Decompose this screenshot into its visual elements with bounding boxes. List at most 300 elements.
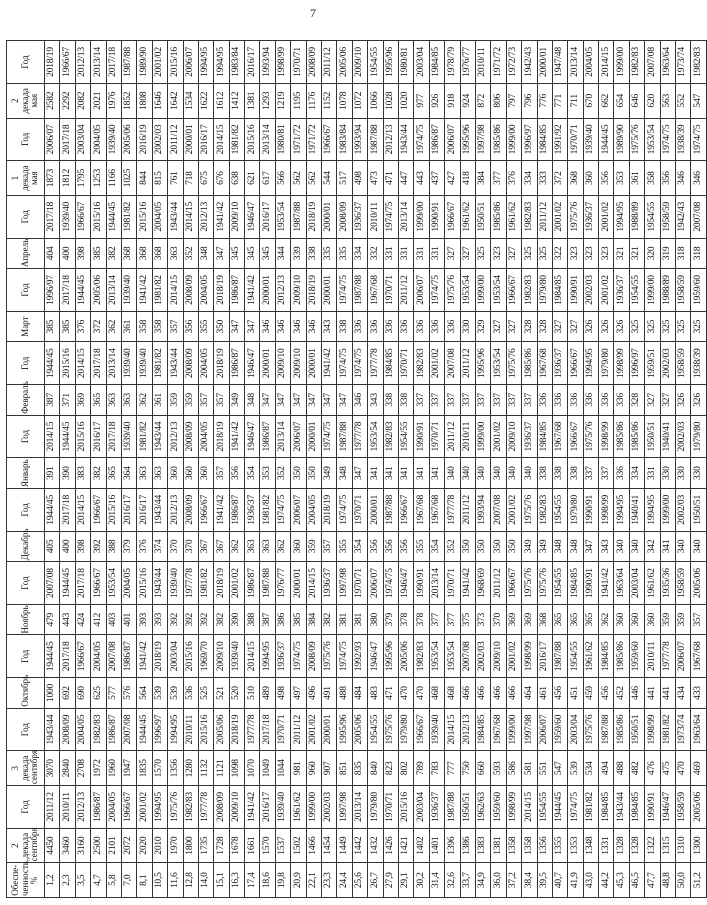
flow-value-cell: 327 xyxy=(491,311,506,342)
flow-value-cell: 363 xyxy=(121,385,136,416)
year-cell: 1977/78 xyxy=(368,342,383,385)
flow-value-cell: 345 xyxy=(229,238,244,269)
probability-cell: 5,8 xyxy=(106,863,121,898)
year-cell: 1987/88 xyxy=(445,786,460,829)
year-cell: 1966/67 xyxy=(198,488,213,531)
flow-value-cell: 362 xyxy=(137,385,152,416)
flow-value-cell: 352 xyxy=(183,238,198,269)
year-cell: 1974/75 xyxy=(414,118,429,161)
year-cell: 1970/71 xyxy=(291,41,306,84)
year-cell: 1990/91 xyxy=(645,786,660,829)
flow-value-cell: 348 xyxy=(568,531,583,562)
probability-cell: 29,1 xyxy=(398,863,413,898)
flow-value-cell: 1078 xyxy=(337,83,352,118)
flow-value-cell: 466 xyxy=(460,678,475,709)
flow-value-cell: 322 xyxy=(552,238,567,269)
year-cell: 1999/00 xyxy=(414,195,429,238)
flow-value-cell: 326 xyxy=(691,385,706,416)
year-cell: 1941/42 xyxy=(214,488,229,531)
column-header: Год xyxy=(7,488,45,531)
year-cell: 1984/85 xyxy=(599,786,614,829)
flow-value-cell: 1028 xyxy=(383,83,398,118)
year-cell: 1998/99 xyxy=(275,41,290,84)
flow-value-cell: 325 xyxy=(691,311,706,342)
flow-value-cell: 328 xyxy=(537,311,552,342)
probability-cell: 23,3 xyxy=(322,863,337,898)
year-cell: 1970/71 xyxy=(352,488,367,531)
flow-value-cell: 924 xyxy=(460,83,475,118)
year-cell: 2000/01 xyxy=(260,342,275,385)
year-cell: 2015/16 xyxy=(106,488,121,531)
year-cell: 2012/13 xyxy=(383,118,398,161)
year-cell: 1999/00 xyxy=(506,118,521,161)
year-cell: 1936/37 xyxy=(583,195,598,238)
year-cell: 1946/47 xyxy=(245,415,260,458)
flow-value-cell: 2292 xyxy=(60,83,75,118)
flow-value-cell: 336 xyxy=(614,385,629,416)
flow-value-cell: 1356 xyxy=(168,751,183,786)
table-row xyxy=(660,41,675,898)
flow-value-cell: 1612 xyxy=(214,83,229,118)
flow-value-cell: 371 xyxy=(60,385,75,416)
probability-cell: 22,1 xyxy=(306,863,321,898)
flow-value-cell: 346 xyxy=(691,161,706,196)
flow-value-cell: 960 xyxy=(306,751,321,786)
flow-value-cell: 447 xyxy=(398,161,413,196)
flow-value-cell: 789 xyxy=(414,751,429,786)
year-cell: 1994/95 xyxy=(152,786,167,829)
flow-value-cell: 346 xyxy=(260,311,275,342)
flow-value-cell: 377 xyxy=(429,604,444,635)
year-cell: 1961/62 xyxy=(645,562,660,605)
year-cell: 1944/45 xyxy=(75,269,90,312)
year-cell: 2017/18 xyxy=(260,708,275,751)
flow-value-cell: 484 xyxy=(352,678,367,709)
year-cell: 2018/19 xyxy=(45,41,60,84)
flow-value-cell: 326 xyxy=(599,311,614,342)
year-cell: 2002/03 xyxy=(475,635,490,678)
column-header: Обеспе-ченность, % xyxy=(7,863,45,898)
year-cell: 1961/62 xyxy=(460,195,475,238)
flow-value-cell: 368 xyxy=(121,238,136,269)
year-cell: 2009/10 xyxy=(275,342,290,385)
flow-value-cell: 1972 xyxy=(91,751,106,786)
year-cell: 2007/08 xyxy=(445,342,460,385)
flow-value-cell: 341 xyxy=(368,458,383,489)
year-cell: 2014/15 xyxy=(45,415,60,458)
year-cell: 1999/00 xyxy=(475,269,490,312)
year-cell: 1953/54 xyxy=(445,635,460,678)
probability-cell: 2,3 xyxy=(60,863,75,898)
flow-value-cell: 443 xyxy=(414,161,429,196)
flow-value-cell: 617 xyxy=(260,161,275,196)
flow-value-cell: 362 xyxy=(599,604,614,635)
table-row xyxy=(676,41,691,898)
year-cell: 2018/19 xyxy=(152,635,167,678)
year-cell: 1984/85 xyxy=(629,786,644,829)
flow-value-cell: 326 xyxy=(583,311,598,342)
flow-value-cell: 646 xyxy=(629,83,644,118)
year-cell: 2017/18 xyxy=(106,41,121,84)
flow-value-cell: 621 xyxy=(245,161,260,196)
probability-cell: 16,3 xyxy=(229,863,244,898)
year-cell: 1994/95 xyxy=(614,195,629,238)
table-row xyxy=(137,41,152,898)
table-row xyxy=(91,41,106,898)
year-cell: 1950/51 xyxy=(475,195,490,238)
flow-value-cell: 2010 xyxy=(152,828,167,863)
flow-value-cell: 350 xyxy=(306,458,321,489)
flow-value-cell: 1152 xyxy=(322,83,337,118)
year-cell: 1971/72 xyxy=(491,41,506,84)
year-cell: 1973/74 xyxy=(676,708,691,751)
year-cell: 2014/15 xyxy=(245,635,260,678)
year-cell: 2017/18 xyxy=(60,488,75,531)
flow-value-cell: 327 xyxy=(660,385,675,416)
year-cell: 1939/40 xyxy=(121,342,136,385)
flow-value-cell: 352 xyxy=(445,531,460,562)
year-cell: 1935/36 xyxy=(660,562,675,605)
flow-value-cell: 977 xyxy=(414,83,429,118)
flow-value-cell: 564 xyxy=(137,678,152,709)
year-cell: 1985/86 xyxy=(614,708,629,751)
year-cell: 2000/01 xyxy=(183,118,198,161)
year-cell: 2004/05 xyxy=(198,415,213,458)
year-cell: 1995/96 xyxy=(475,342,490,385)
flow-value-cell: 1812 xyxy=(60,161,75,196)
flow-value-cell: 1383 xyxy=(475,828,490,863)
probability-cell: 38,4 xyxy=(522,863,537,898)
year-cell: 1999/00 xyxy=(660,488,675,531)
year-cell: 1994/95 xyxy=(214,41,229,84)
year-cell: 1939/40 xyxy=(429,708,444,751)
flow-value-cell: 1970 xyxy=(168,828,183,863)
flow-value-cell: 361 xyxy=(121,311,136,342)
year-cell: 1998/99 xyxy=(614,342,629,385)
flow-value-cell: 483 xyxy=(368,678,383,709)
flow-value-cell: 356 xyxy=(229,458,244,489)
flow-value-cell: 363 xyxy=(106,385,121,416)
flow-value-cell: 1570 xyxy=(260,828,275,863)
table-row xyxy=(291,41,306,898)
year-cell: 1954/55 xyxy=(537,786,552,829)
table-row xyxy=(599,41,614,898)
year-cell: 1966/67 xyxy=(91,488,106,531)
year-cell: 1966/67 xyxy=(322,118,337,161)
year-cell: 2017/18 xyxy=(60,635,75,678)
year-cell: 1954/55 xyxy=(645,195,660,238)
year-cell: 1943/44 xyxy=(45,708,60,751)
flow-value-cell: 2840 xyxy=(60,751,75,786)
year-cell: 2005/06 xyxy=(352,708,367,751)
flow-value-cell: 334 xyxy=(352,238,367,269)
year-cell: 1996/97 xyxy=(522,118,537,161)
year-cell: 2003/04 xyxy=(568,708,583,751)
flow-value-cell: 357 xyxy=(214,385,229,416)
flow-value-cell: 385 xyxy=(91,238,106,269)
year-cell: 1938/39 xyxy=(691,342,706,385)
year-cell: 1987/88 xyxy=(599,708,614,751)
flow-value-cell: 443 xyxy=(60,604,75,635)
year-cell: 1994/95 xyxy=(168,708,183,751)
year-cell: 1981/82 xyxy=(137,415,152,458)
flow-value-cell: 365 xyxy=(583,604,598,635)
column-header: Март xyxy=(7,311,45,342)
year-cell: 1997/98 xyxy=(522,708,537,751)
year-cell: 1981/82 xyxy=(583,786,598,829)
year-cell: 1982/83 xyxy=(183,786,198,829)
flow-value-cell: 350 xyxy=(460,531,475,562)
year-cell: 1969/70 xyxy=(198,635,213,678)
column-header: Апрель xyxy=(7,238,45,269)
year-cell: 2015/16 xyxy=(245,118,260,161)
year-cell: 2009/10 xyxy=(214,635,229,678)
year-cell: 1961/62 xyxy=(291,786,306,829)
flow-value-cell: 539 xyxy=(568,751,583,786)
probability-cell: 51,2 xyxy=(691,863,706,898)
flow-value-cell: 357 xyxy=(168,311,183,342)
year-cell: 1974/75 xyxy=(383,562,398,605)
year-cell: 2012/13 xyxy=(75,786,90,829)
flow-value-cell: 1412 xyxy=(229,83,244,118)
year-cell: 1984/85 xyxy=(537,118,552,161)
flow-value-cell: 1358 xyxy=(506,828,521,863)
probability-cell: 1,2 xyxy=(45,863,60,898)
year-cell: 2002/03 xyxy=(152,118,167,161)
flow-value-cell: 336 xyxy=(383,311,398,342)
flow-value-cell: 353 xyxy=(260,458,275,489)
flow-value-cell: 343 xyxy=(368,385,383,416)
year-cell: 1968/69 xyxy=(475,562,490,605)
flow-value-cell: 382 xyxy=(106,238,121,269)
flow-value-cell: 327 xyxy=(568,311,583,342)
year-cell: 1939/40 xyxy=(121,269,136,312)
column-header: Год xyxy=(7,195,45,238)
year-cell: 1974/75 xyxy=(337,488,352,531)
flow-value-cell: 388 xyxy=(245,604,260,635)
flow-value-cell: 355 xyxy=(414,531,429,562)
year-cell: 1966/67 xyxy=(75,195,90,238)
year-cell: 1953/54 xyxy=(460,269,475,312)
year-cell: 1953/54 xyxy=(491,269,506,312)
year-cell: 1954/55 xyxy=(368,41,383,84)
year-cell: 1985/86 xyxy=(491,118,506,161)
year-cell: 1970/71 xyxy=(445,562,460,605)
flow-value-cell: 1253 xyxy=(91,161,106,196)
flow-value-cell: 350 xyxy=(506,531,521,562)
probability-cell: 12,8 xyxy=(183,863,198,898)
flow-value-cell: 319 xyxy=(660,238,675,269)
probability-cell: 39,5 xyxy=(537,863,552,898)
year-cell: 1991/92 xyxy=(552,118,567,161)
year-cell: 1999/00 xyxy=(475,415,490,458)
table-row xyxy=(552,41,567,898)
flow-value-cell: 323 xyxy=(599,238,614,269)
flow-value-cell: 349 xyxy=(229,385,244,416)
flow-value-cell: 350 xyxy=(475,531,490,562)
year-cell: 1976/77 xyxy=(275,562,290,605)
year-cell: 2001/02 xyxy=(506,635,521,678)
flow-value-cell: 479 xyxy=(45,604,60,635)
year-cell: 1981/82 xyxy=(198,562,213,605)
year-cell: 2006/07 xyxy=(368,562,383,605)
column-header: Год xyxy=(7,269,45,312)
year-cell: 1989/90 xyxy=(614,118,629,161)
flow-value-cell: 1176 xyxy=(306,83,321,118)
flow-value-cell: 393 xyxy=(152,604,167,635)
year-cell: 2008/09 xyxy=(183,269,198,312)
year-cell: 1959/51 xyxy=(645,342,660,385)
table-row xyxy=(198,41,213,898)
flow-value-cell: 325 xyxy=(676,311,691,342)
flow-value-cell: 761 xyxy=(168,161,183,196)
year-cell: 2000/01 xyxy=(322,269,337,312)
year-cell: 1939/40 xyxy=(229,635,244,678)
year-cell: 2004/05 xyxy=(91,635,106,678)
year-cell: 1970/71 xyxy=(429,415,444,458)
table-row xyxy=(60,41,75,898)
year-cell: 1999/00 xyxy=(645,269,660,312)
flow-value-cell: 823 xyxy=(383,751,398,786)
year-cell: 1941/42 xyxy=(245,786,260,829)
year-cell: 2012/13 xyxy=(460,708,475,751)
year-cell: 2014/15 xyxy=(214,118,229,161)
year-cell: 2008/09 xyxy=(183,342,198,385)
year-cell: 1999/00 xyxy=(614,41,629,84)
year-cell: 2016/17 xyxy=(260,786,275,829)
flow-value-cell: 338 xyxy=(568,458,583,489)
year-cell: 1944/45 xyxy=(599,118,614,161)
flow-value-cell: 325 xyxy=(475,238,490,269)
year-cell: 1958/59 xyxy=(676,342,691,385)
year-cell: 1943/44 xyxy=(398,118,413,161)
table-row xyxy=(214,41,229,898)
flow-value-cell: 370 xyxy=(491,604,506,635)
year-cell: 1963/64 xyxy=(614,562,629,605)
flow-value-cell: 354 xyxy=(352,531,367,562)
year-cell: 2005/06 xyxy=(214,708,229,751)
flow-value-cell: 372 xyxy=(552,161,567,196)
year-cell: 2017/18 xyxy=(75,562,90,605)
probability-cell: 27,9 xyxy=(383,863,398,898)
year-cell: 1993/94 xyxy=(352,118,367,161)
flow-value-cell: 380 xyxy=(368,604,383,635)
probability-cell: 8,1 xyxy=(137,863,152,898)
flow-value-cell: 339 xyxy=(291,238,306,269)
probability-cell: 44,2 xyxy=(599,863,614,898)
year-cell: 1986/87 xyxy=(229,342,244,385)
probability-cell: 25,6 xyxy=(352,863,367,898)
flow-value-cell: 338 xyxy=(398,385,413,416)
flow-value-cell: 517 xyxy=(337,161,352,196)
flow-value-cell: 918 xyxy=(445,83,460,118)
flow-value-cell: 363 xyxy=(168,238,183,269)
year-cell: 2005/06 xyxy=(398,635,413,678)
year-cell: 1936/37 xyxy=(275,635,290,678)
year-cell: 1984/85 xyxy=(429,41,444,84)
year-cell: 1975/76 xyxy=(445,269,460,312)
year-cell: 1959/60 xyxy=(552,708,567,751)
year-cell: 2003/04 xyxy=(168,635,183,678)
year-cell: 2002/03 xyxy=(660,342,675,385)
flow-value-cell: 392 xyxy=(91,531,106,562)
year-cell: 1966/67 xyxy=(506,269,521,312)
flow-value-cell: 1502 xyxy=(291,828,306,863)
year-cell: 1987/88 xyxy=(337,415,352,458)
flow-value-cell: 1622 xyxy=(198,83,213,118)
year-cell: 1967/68 xyxy=(552,415,567,458)
column-header: Год xyxy=(7,41,45,84)
flow-value-cell: 441 xyxy=(645,678,660,709)
year-cell: 1944/45 xyxy=(106,195,121,238)
rotated-table-frame xyxy=(6,40,703,898)
flow-value-cell: 1328 xyxy=(614,828,629,863)
flow-value-cell: 434 xyxy=(676,678,691,709)
flow-value-cell: 357 xyxy=(198,385,213,416)
flow-value-cell: 365 xyxy=(91,385,106,416)
flow-value-cell: 347 xyxy=(229,311,244,342)
flow-value-cell: 1353 xyxy=(568,828,583,863)
flow-value-cell: 391 xyxy=(45,458,60,489)
year-cell: 1958/59 xyxy=(676,562,691,605)
year-cell: 1985/86 xyxy=(614,635,629,678)
flow-value-cell: 1795 xyxy=(75,161,90,196)
year-cell: 1971/72 xyxy=(291,118,306,161)
flow-value-cell: 340 xyxy=(445,458,460,489)
probability-cell: 30,2 xyxy=(414,863,429,898)
year-cell: 1998/99 xyxy=(645,708,660,751)
year-cell: 1985/86 xyxy=(491,195,506,238)
flow-value-cell: 330 xyxy=(676,458,691,489)
flow-value-cell: 318 xyxy=(676,238,691,269)
table-row xyxy=(537,41,552,898)
flow-value-cell: 1960 xyxy=(106,751,121,786)
flow-value-cell: 331 xyxy=(398,238,413,269)
year-cell: 2017/18 xyxy=(106,415,121,458)
flow-value-cell: 1678 xyxy=(229,828,244,863)
year-cell: 1989/90 xyxy=(137,41,152,84)
year-cell: 1941/42 xyxy=(229,415,244,458)
flow-value-cell: 398 xyxy=(75,531,90,562)
flow-value-cell: 346 xyxy=(291,311,306,342)
flow-value-cell: 374 xyxy=(152,531,167,562)
year-cell: 1997/98 xyxy=(337,786,352,829)
flow-value-cell: 806 xyxy=(491,83,506,118)
flow-value-cell: 320 xyxy=(645,238,660,269)
flow-value-cell: 1852 xyxy=(121,83,136,118)
year-cell: 2016/17 xyxy=(121,488,136,531)
flow-value-cell: 365 xyxy=(568,604,583,635)
flow-value-cell: 360 xyxy=(198,458,213,489)
year-cell: 2014/15 xyxy=(183,195,198,238)
rotated-table-wrapper xyxy=(6,40,703,898)
flow-value-cell: 1121 xyxy=(214,751,229,786)
year-cell: 1988/89 xyxy=(629,195,644,238)
flow-value-cell: 796 xyxy=(522,83,537,118)
flow-value-cell: 1800 xyxy=(183,828,198,863)
year-cell: 1986/87 xyxy=(260,415,275,458)
column-header: Год xyxy=(7,786,45,829)
flow-value-cell: 496 xyxy=(306,678,321,709)
flow-value-cell: 361 xyxy=(152,385,167,416)
flow-value-cell: 381 xyxy=(337,604,352,635)
flow-value-cell: 338 xyxy=(552,458,567,489)
year-cell: 1985/86 xyxy=(614,415,629,458)
year-cell: 1950/51 xyxy=(460,786,475,829)
flow-value-cell: 343 xyxy=(599,531,614,562)
flow-value-cell: 348 xyxy=(245,385,260,416)
year-cell: 1981/82 xyxy=(152,342,167,385)
